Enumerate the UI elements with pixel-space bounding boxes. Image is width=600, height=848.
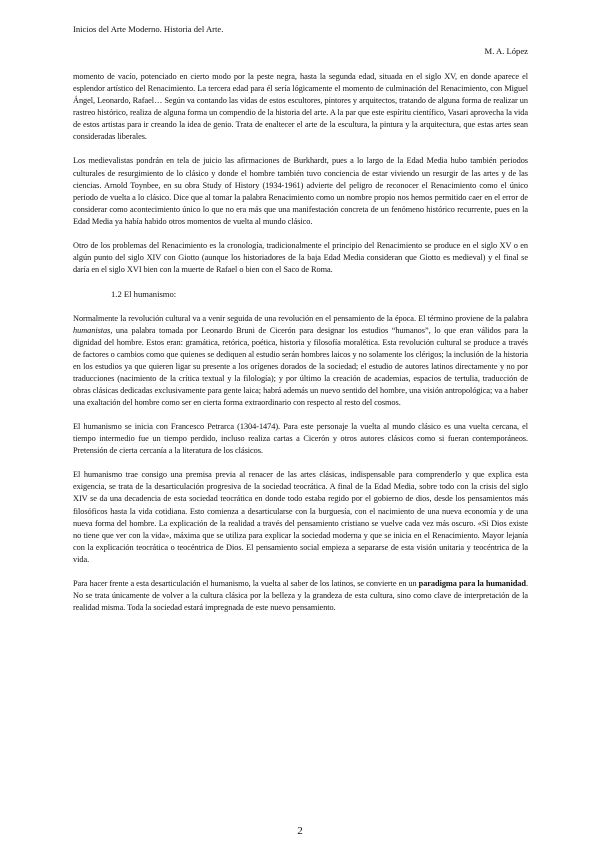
paragraph-paradigma-part1: Para hacer frente a esta desarticulación el humanismo, la vuelta al saber de los latinos, se convierte en un — [73, 578, 419, 588]
paragraph-vasari: momento de vacío, potenciado en cierto modo por la peste negra, hasta la segunda edad, situada en el siglo XV, en donde aparece el esplendor artístico del Renacimiento. La tercera edad para él sería lógicamente el momento de culminación del Renacimiento, con Miguel Ángel, Leonardo, Rafael… Según va contando las vidas de estos escultores, pintores y arquitectos, tratando de alguna forma de realizar un rastreo histórico, realiza de alguna forma un compendio de la historia del arte. A la par que este espíritu científico, Vasari aprovecha la vida de estos artistas para ir creando la idea de genio. Trata de enaltecer el arte de la escultura, la pintura y la arquitectura, que estas artes sean consideradas liberales. — [73, 72, 528, 142]
paragraph-sociedad-teocratica: El humanismo trae consigo una premisa previa al renacer de las artes clásicas, indispensable para comprenderlo y que explica esta exigencia, se trata de la desarticulación progresiva de la sociedad teocrática. A final de la Edad Media, sobre todo con la crisis del siglo XIV se da una decadencia de esta sociedad teocrática en donde todo estaba regido por el gobierno de dios, desde los pensamientos más filosóficos hasta la vida cotidiana. Esto comienza a desarticularse con la burguesía, con el nacimiento de una nueva economía y de una nueva forma del hombre. La explicación de la realidad a través del pensamiento cristiano se vuelve cada vez más oscuro. «Si Dios existe no tiene que ver con la vida», máxima que se utiliza para explicar la sociedad moderna y que se inicia en el Renacimiento. Mayor lejanía con la explicación teocrática o teocéntrica de Dios. El pensamiento social empieza a separarse de esta visión unitaria y teocéntrica de la vida. — [73, 470, 528, 564]
section-heading: 1.2 El humanismo: — [111, 289, 177, 300]
header-title: Inicios del Arte Moderno. Historia del Arte. — [73, 24, 224, 34]
paragraph-revolucion — [73, 313, 528, 409]
page-number: 2 — [297, 825, 303, 837]
humanistas-term: humanistas — [73, 325, 111, 335]
document-body — [73, 71, 528, 626]
paragraph-revolucion-part1: Normalmente la revolución cultural va a venir seguida de una revolución en el pensamiento de la época. El término proviene de la palabra — [73, 313, 528, 323]
paragraph-medievalistas: Los medievalistas pondrán en tela de juicio las afirmaciones de Burkhardt, pues a lo largo de la Edad Media hubo también periodos culturales de resurgimiento de lo clásico y donde el hombre también tuvo conciencia de estar viviendo un resurgir de las artes y de las ciencias. Arnold Toynbee, en su obra Study of History (1934-1961) advierte del peligro de reconocer el Renacimiento como el único periodo de vuelta a lo clásico. Dice que al tomar la palabra Renacimiento como un nombre propio nos hemos permitido caer en el error de considerar como acontecimiento único lo que no era más que una manifestación concreta de un fenómeno histórico recurrente, pues en la Edad Media ya había habido otros momentos de vuelta al mundo clásico. — [73, 156, 528, 226]
paragraph-revolucion-part2: , una palabra tomada por Leonardo Bruni de Cicerón para designar los estudios “humanos”, lo que eran válidos para la dignidad del hombre. Estos eran: gramática, retórica, poética, historia y filosofía moralética. Esta revolución cultural se produce a través de factores o cambios como que quienes se dediquen al estudio serán hombres laicos y no solamente los clérigos; la inclusión de la historia en los estudios ya que quieren ligar su presente a los orígenes dorados de la sociedad; el estudio de autores latinos directamente y no por traducciones (nacimiento de la crítica textual y la filología); y por último la creación de academias, espacios de tertulia, traducción de obras clásicas dedicadas exclusivamente para gente laica; habrá además un nuevo sentido del hombre, una visión antropológica; va a haber una exaltación del hombre como ser en cierta forma extraordinario con respecto al resto del cosmos. — [73, 325, 528, 407]
paragraph-cronologia: Otro de los problemas del Renacimiento es la cronología, tradicionalmente el principio del Renacimiento se produce en el siglo XV o en algún punto del siglo XIV con Giotto (aunque los historiadores de la baja Edad Media consideran que Giotto es medieval) y el final se daría en el siglo XVI bien con la muerte de Rafael o bien con el Saco de Roma. — [73, 240, 528, 275]
paradigma-term: paradigma para la humanidad — [418, 578, 526, 588]
paragraph-petrarca: El humanismo se inicia con Francesco Petrarca (1304-1474). Para este personaje la vuelta al mundo clásico es una vuelta cercana, el tiempo intermedio fue un tiempo perdido, incluso realiza cartas a Cicerón y otros autores clásicos como si fueran contemporáneos. Pretensión de cierta cercanía a la literatura de los clásicos. — [73, 422, 528, 456]
header-author: M. A. López — [484, 46, 528, 56]
paragraph-paradigma — [73, 578, 528, 614]
paragraph-paradigma-part2: . No se trata únicamente de volver a la cultura clásica por la belleza y la grandeza de esta cultura, sino como clave de interpretación de la realidad misma. Toda la sociedad estará impregnada de este nuevo pensamiento. — [73, 578, 528, 613]
